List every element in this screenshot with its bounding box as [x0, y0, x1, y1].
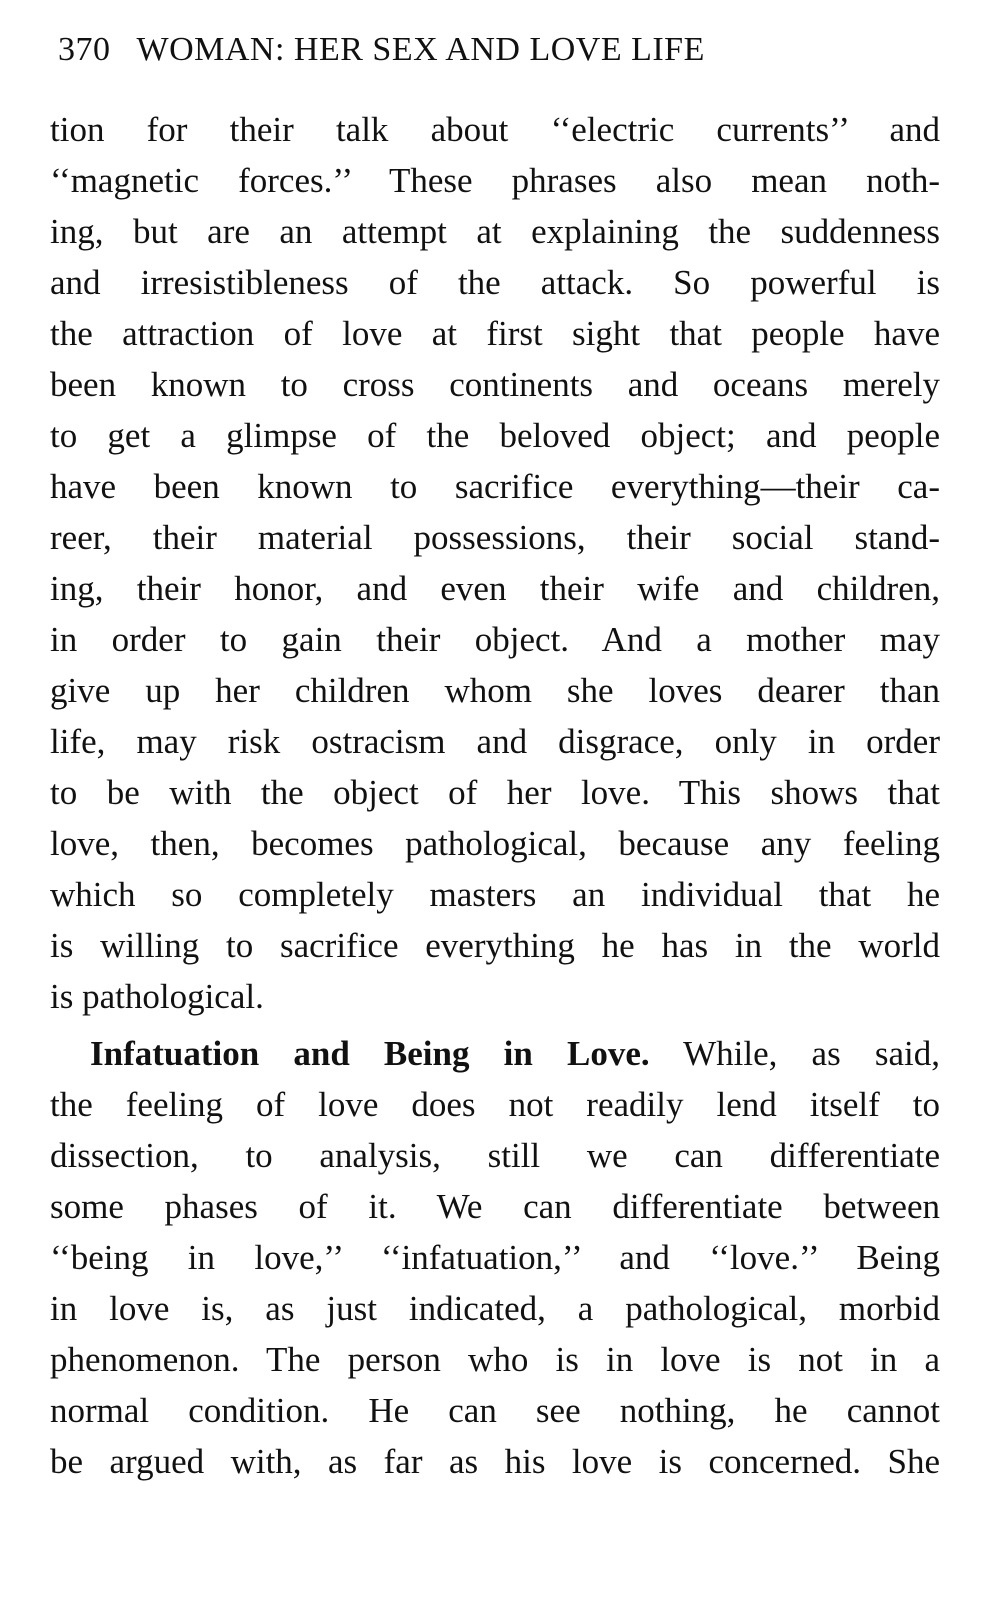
- text-line: give up her children whom she loves dearer than: [50, 671, 940, 710]
- text-line: be argued with, as far as his love is concerned. She: [50, 1442, 940, 1481]
- text-line: ‘‘magnetic forces.’’ These phrases also mean noth-: [50, 161, 940, 200]
- book-title: WOMAN: HER SEX AND LOVE LIFE: [136, 31, 705, 68]
- text-line: normal condition. He can see nothing, he cannot: [50, 1391, 940, 1430]
- text-line: reer, their material possessions, their social stand-: [50, 518, 940, 557]
- text-run: While, as said,: [683, 1034, 940, 1073]
- text-line: is pathological.: [50, 977, 264, 1016]
- text-line: and irresistibleness of the attack. So powerful is: [50, 263, 940, 302]
- text-line: which so completely masters an individual that he: [50, 875, 940, 914]
- text-line: in order to gain their object. And a mother may: [50, 620, 940, 659]
- paragraph-love-at-first-sight: [50, 104, 940, 1022]
- text-line: in love is, as just indicated, a pathological, morbid: [50, 1289, 940, 1328]
- text-line: love, then, becomes pathological, because any feeling: [50, 824, 940, 863]
- text-line: the attraction of love at first sight that people have: [50, 314, 940, 353]
- text-line: the feeling of love does not readily lend itself to: [50, 1085, 940, 1124]
- text-line: to be with the object of her love. This shows that: [50, 773, 940, 812]
- text-line: ing, their honor, and even their wife and children,: [50, 569, 940, 608]
- text-line: life, may risk ostracism and disgrace, only in order: [50, 722, 940, 761]
- body-text: [50, 104, 940, 1487]
- text-line: to get a glimpse of the beloved object; and people: [50, 416, 940, 455]
- text-line: tion for their talk about ‘‘electric currents’’ and: [50, 110, 940, 149]
- text-line: been known to cross continents and oceans merely: [50, 365, 940, 404]
- text-line: some phases of it. We can differentiate between: [50, 1187, 940, 1226]
- text-line: ‘‘being in love,’’ ‘‘infatuation,’’ and ‘‘love.’’ Being: [50, 1238, 940, 1277]
- running-head: [58, 28, 958, 72]
- text-line: ing, but are an attempt at explaining the suddenness: [50, 212, 940, 251]
- text-line-with-heading: [50, 1028, 940, 1079]
- page-number: 370: [58, 31, 111, 68]
- text-line: is willing to sacrifice everything he has in the world: [50, 926, 940, 965]
- text-line: have been known to sacrifice everything—their ca-: [50, 467, 940, 506]
- paragraph-infatuation: [50, 1028, 940, 1487]
- text-line: phenomenon. The person who is in love is not in a: [50, 1340, 940, 1379]
- text-line: dissection, to analysis, still we can differentiate: [50, 1136, 940, 1175]
- section-run-in-heading: Infatuation and Being in Love.: [90, 1034, 650, 1073]
